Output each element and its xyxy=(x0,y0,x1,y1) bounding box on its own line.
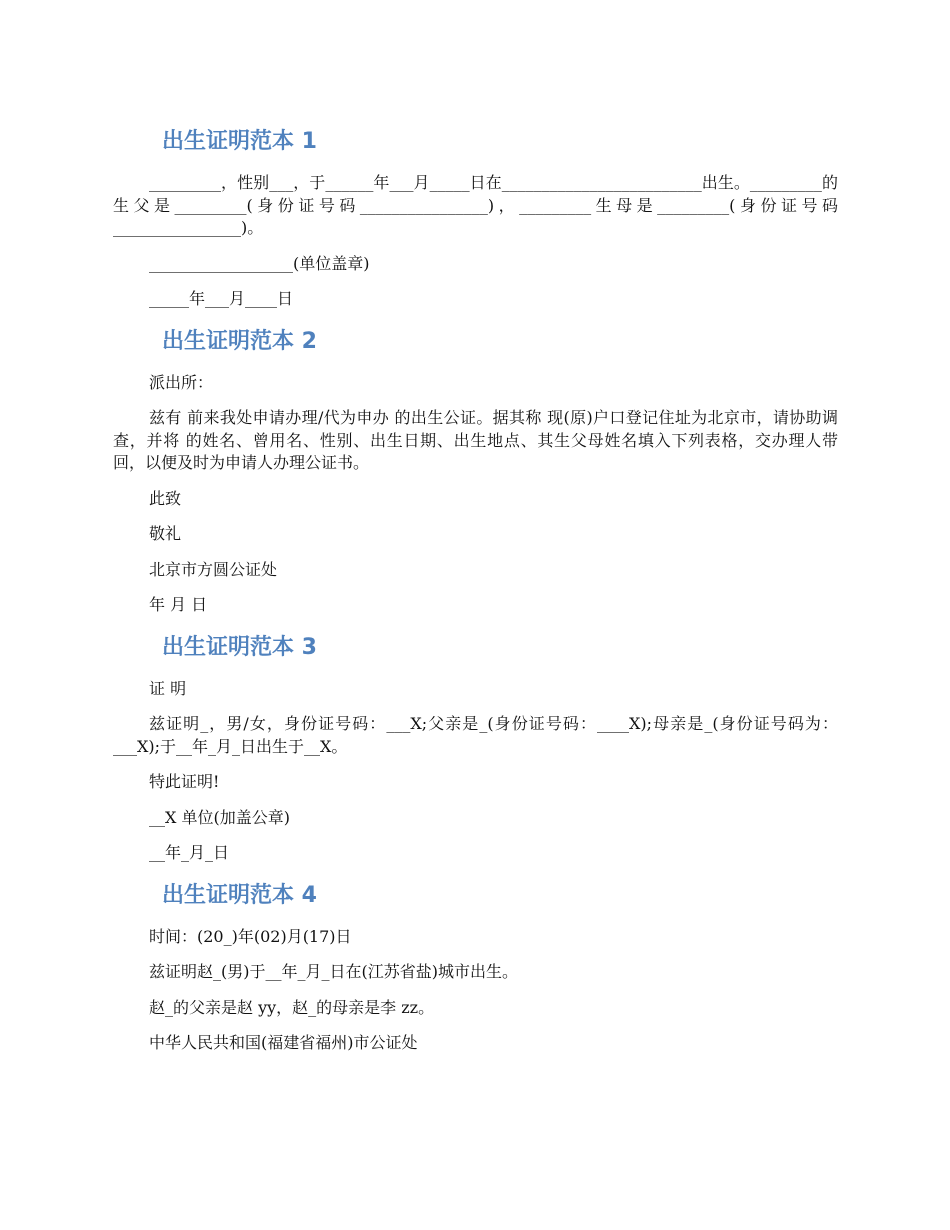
paragraph: 时间：(20_)年(02)月(17)日 xyxy=(149,926,352,946)
paragraph: __________________(单位盖章) xyxy=(149,253,370,273)
paragraph: __X 单位(加盖公章) xyxy=(149,807,290,827)
section-1 xyxy=(113,126,838,311)
paragraph: _________，性别___，于______年___月_____日在_________________________出生。_________的生父是_________(身份证号码________________)，_________生母是_________(身份证号码________________)。 xyxy=(113,173,838,237)
paragraph: 赵_的父亲是赵 yy，赵_的母亲是李 zz。 xyxy=(149,997,435,1017)
section-3 xyxy=(113,632,838,865)
paragraph: 兹证明_，男/女，身份证号码：___X;父亲是_(身份证号码：____X);母亲是_(身份证号码为：___X);于__年_月_日出生于__X。 xyxy=(113,714,838,756)
section-heading: 出生证明范本 4 xyxy=(162,882,317,908)
section-4 xyxy=(113,880,838,1055)
document-page xyxy=(113,126,838,1068)
paragraph: 证 明 xyxy=(149,678,187,698)
paragraph: 敬礼 xyxy=(149,524,182,543)
section-heading: 出生证明范本 2 xyxy=(162,328,317,354)
paragraph: _____年___月____日 xyxy=(149,289,294,308)
paragraph: 特此证明! xyxy=(149,772,220,791)
paragraph: 兹有 前来我处申请办理/代为申办 的出生公证。据其称 现(原)户口登记住址为北京市，请协助调查，并将 的姓名、曾用名、性别、出生日期、出生地点、其生父母姓名填入下列表格，交办理人带回，以便及时为申请人办理公证书。 xyxy=(113,408,838,472)
paragraph: 派出所： xyxy=(149,372,214,392)
section-heading: 出生证明范本 1 xyxy=(162,129,317,154)
paragraph: 兹证明赵_(男)于__年_月_日在(江苏省盐)城市出生。 xyxy=(149,962,518,981)
paragraph: 此致 xyxy=(149,488,182,508)
paragraph: 中华人民共和国(福建省福州)市公证处 xyxy=(149,1033,418,1052)
section-2 xyxy=(113,326,838,617)
paragraph: 北京市方圆公证处 xyxy=(149,559,278,579)
paragraph: 年 月 日 xyxy=(149,595,208,614)
section-heading: 出生证明范本 3 xyxy=(162,634,317,660)
paragraph: __年_月_日 xyxy=(149,843,230,862)
